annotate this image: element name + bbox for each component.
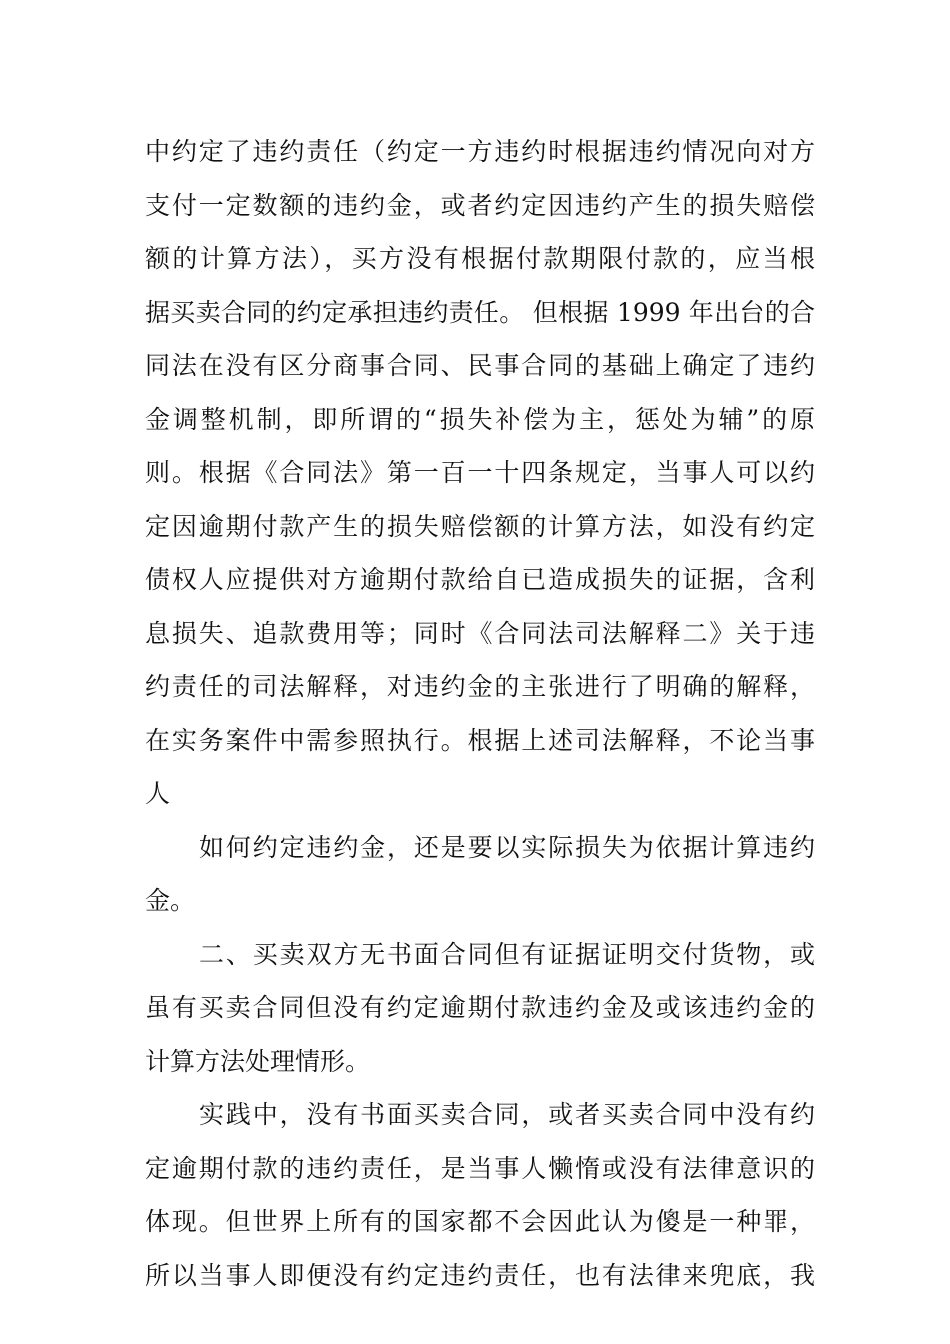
text-line: 如何约定违约金，还是要以实际损失为依据计算违约	[199, 832, 815, 862]
text-line: 同法在没有区分商事合同、民事合同的基础上确定了违约	[145, 351, 815, 380]
text-line: 在实务案件中需参照执行。根据上述司法解释，不论当事	[145, 725, 815, 755]
text-line: 则。根据《合同法》第一百一十四条规定，当事人可以约	[145, 458, 815, 487]
text-line: 债权人应提供对方逾期付款给自已造成损失的证据，含利	[145, 565, 815, 594]
text-line: 定因逾期付款产生的损失赔偿额的计算方法，如没有约定	[145, 511, 815, 541]
text-line: 金调整机制，即所谓的“损失补偿为主，惩处为辅”的原	[145, 404, 815, 434]
text-line: 额的计算方法），买方没有根据付款期限付款的，应当根	[145, 244, 815, 273]
text-line: 人	[145, 779, 171, 808]
text-line: 实践中，没有书面买卖合同，或者买卖合同中没有约	[199, 1100, 815, 1129]
text-line: 二、买卖双方无书面合同但有证据证明交付货物，或	[199, 939, 815, 969]
text-line: 支付一定数额的违约金，或者约定因违约产生的损失赔偿	[145, 190, 815, 220]
paragraph	[145, 125, 815, 821]
text-line: 所以当事人即便没有约定违约责任，也有法律来兜底，我	[145, 1260, 815, 1290]
paragraph	[145, 821, 815, 928]
text-line: 据买卖合同的约定承担违约责任。 但根据 1999 年出台的合	[145, 297, 815, 327]
document-body	[145, 125, 815, 1302]
text-line: 定逾期付款的违约责任，是当事人懒惰或没有法律意识的	[145, 1153, 815, 1183]
text-line: 金。	[145, 886, 196, 915]
text-line: 虽有买卖合同但没有约定逾期付款违约金及或该违约金的	[145, 993, 815, 1022]
text-line: 计算方法处理情形。	[145, 1046, 371, 1076]
paragraph	[145, 928, 815, 1089]
text-line: 约责任的司法解释，对违约金的主张进行了明确的解释，	[145, 672, 815, 701]
text-line: 中约定了违约责任（约定一方违约时根据违约情况向对方	[145, 137, 815, 166]
paragraph	[145, 1088, 815, 1302]
text-line: 体现。但世界上所有的国家都不会因此认为傻是一种罪，	[145, 1207, 815, 1236]
text-line: 息损失、追款费用等；同时《合同法司法解释二》关于违	[145, 618, 815, 648]
